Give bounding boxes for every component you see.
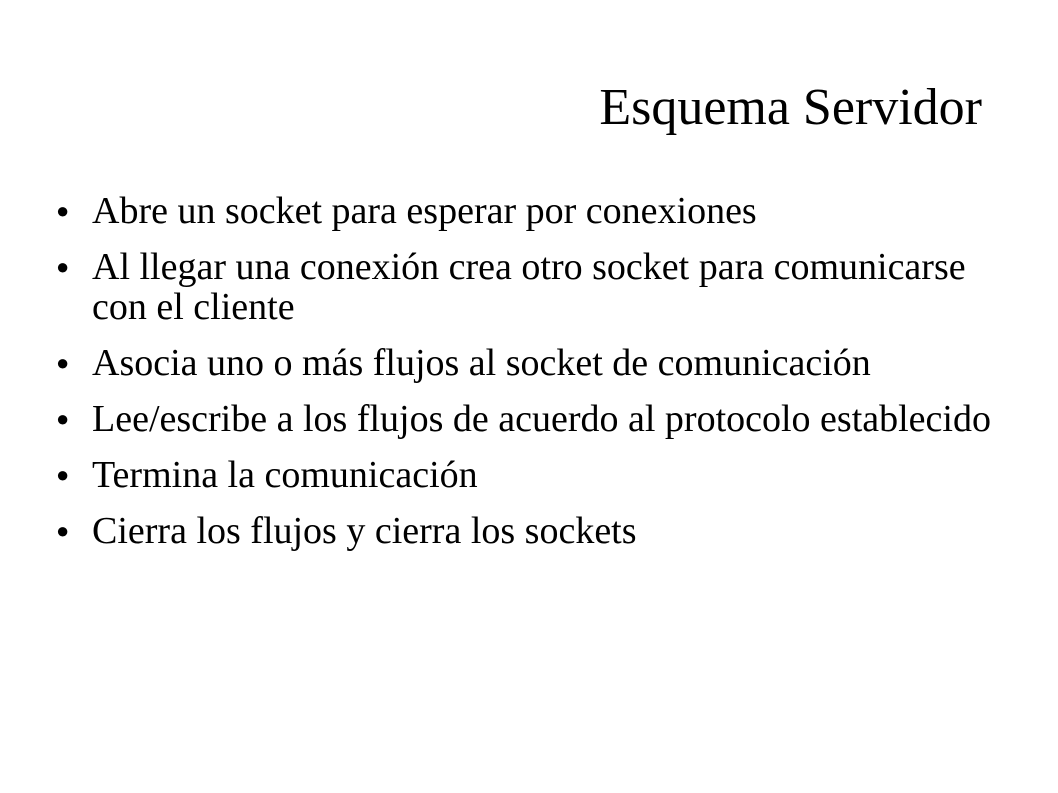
bullet-item (56, 343, 1016, 383)
bullet-icon: ● (56, 350, 70, 375)
bullet-item (56, 247, 1016, 327)
bullet-icon: ● (56, 198, 70, 223)
bullet-text: Asocia uno o más flujos al socket de comunicación (92, 342, 871, 384)
bullet-icon: ● (56, 406, 70, 431)
bullet-icon: ● (56, 462, 70, 487)
bullet-item (56, 399, 1016, 439)
bullet-item (56, 511, 1016, 551)
bullet-text: Abre un socket para esperar por conexiones (92, 190, 757, 232)
bullet-icon: ● (56, 518, 70, 543)
bullet-text: Cierra los flujos y cierra los sockets (92, 510, 637, 552)
bullet-item (56, 455, 1016, 495)
bullet-text: Termina la comunicación (92, 454, 478, 496)
bullet-item (56, 191, 1016, 231)
bullet-icon: ● (56, 254, 70, 279)
bullet-text: Lee/escribe a los flujos de acuerdo al protocolo establecido (92, 398, 991, 440)
bullet-text: Al llegar una conexión crea otro socket para comunicarse con el cliente (92, 246, 966, 328)
slide-title: Esquema Servidor (599, 79, 982, 136)
bullet-list (56, 191, 1016, 567)
